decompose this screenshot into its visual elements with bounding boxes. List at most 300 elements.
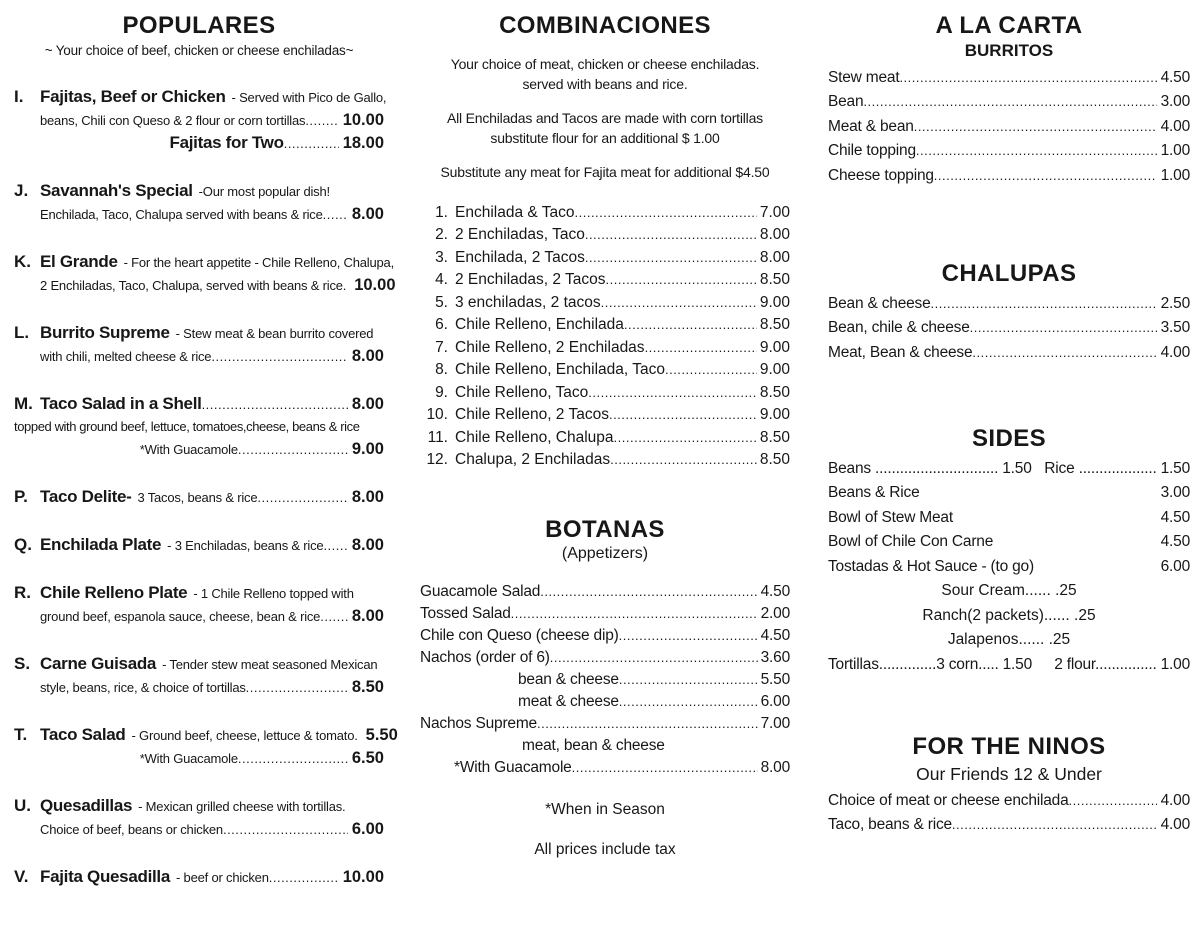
item-price: 1.00 — [1160, 655, 1190, 673]
combo-line — [420, 247, 790, 270]
menu-line — [420, 691, 790, 713]
combo-number: 12. — [426, 451, 448, 469]
alacarta-title: A LA CARTA — [935, 12, 1083, 39]
dot-leader — [585, 224, 757, 247]
menu-line — [420, 669, 790, 691]
dot-leader — [606, 269, 757, 292]
menu-line — [14, 747, 384, 770]
menu-item-s — [14, 653, 384, 699]
chalupas-title: CHALUPAS — [941, 260, 1077, 288]
menu-line — [420, 735, 790, 757]
combo-price: 9.00 — [759, 406, 790, 424]
combo-price: 8.50 — [759, 383, 790, 401]
combo-number: 5. — [435, 293, 448, 311]
item-description: - Served with Pico de Gallo, — [231, 89, 387, 105]
dot-leader — [223, 819, 348, 841]
botanas-subtitle: (Appetizers) — [561, 545, 649, 563]
column-combinaciones — [420, 0, 790, 936]
item-price: 1.50 — [1160, 459, 1190, 477]
item-name: Fajita Quesadilla — [40, 866, 171, 886]
menu-line — [14, 605, 384, 628]
combo-line — [420, 382, 790, 405]
item-letter: S. — [14, 653, 31, 673]
combo-price: 8.50 — [759, 428, 790, 446]
item-price: 8.00 — [351, 487, 384, 506]
dot-leader — [916, 139, 1157, 164]
combinaciones-intro-1 — [420, 54, 790, 94]
item-description: 2 Enchiladas, Taco, Chalupa, served with beans & rice. — [40, 277, 347, 293]
dot-leader — [305, 110, 338, 132]
dot-leader — [588, 382, 757, 405]
item-name: Chile topping — [828, 142, 916, 160]
menu-line — [828, 481, 1190, 506]
dot-leader — [284, 133, 339, 155]
item-name: Nachos (order of 6) — [420, 649, 550, 667]
item-letter: Q. — [14, 534, 32, 554]
item-price: 1.00 — [1160, 166, 1190, 184]
item-price: 1.00 — [1160, 142, 1190, 160]
item-price: 18.00 — [342, 133, 384, 152]
item-description: 3 Tacos, beans & rice — [137, 489, 258, 505]
dot-leader — [624, 314, 757, 337]
column-alacarta — [828, 0, 1190, 936]
item-description: - Stew meat & bean burrito covered — [175, 325, 374, 341]
item-price: 1.50 — [1002, 459, 1032, 477]
item-price: 1.50 — [1002, 655, 1033, 673]
item-name: Taco Delite- — [40, 486, 132, 506]
tax-note: All prices include tax — [534, 841, 676, 859]
combo-name: Chile Relleno, Enchilada, Taco — [455, 361, 665, 379]
item-price: 4.50 — [1160, 68, 1190, 86]
combo-number: 10. — [426, 406, 448, 424]
dot-leader — [619, 625, 758, 647]
combo-line — [420, 404, 790, 427]
item-price: 5.50 — [760, 671, 790, 689]
dot-leader — [931, 292, 1157, 317]
section-ninos — [828, 733, 1190, 838]
item-name: Beans .............................. — [828, 459, 999, 477]
menu-line — [828, 341, 1190, 366]
item-name: Bowl of Stew Meat — [828, 508, 953, 526]
combo-line — [420, 224, 790, 247]
combo-name: Chile Relleno, Taco — [455, 383, 589, 401]
dot-leader — [550, 647, 758, 669]
dot-leader — [619, 669, 758, 691]
menu-item-m — [14, 393, 384, 461]
item-price: 2.50 — [1160, 294, 1190, 312]
menu-item-i — [14, 86, 387, 155]
menu-line — [420, 647, 790, 669]
menu-line — [420, 713, 790, 735]
menu-line — [14, 393, 384, 416]
item-name: Beans & Rice — [828, 484, 920, 502]
dot-leader — [320, 606, 348, 628]
menu-line — [420, 625, 790, 647]
menu-line — [14, 653, 384, 676]
menu-item-j — [14, 180, 384, 226]
item-name: Bean, chile & cheese — [828, 319, 970, 337]
combo-number: 3. — [435, 248, 448, 266]
item-name: Quesadillas — [40, 795, 133, 815]
item-name: 2 flour............... — [1054, 655, 1157, 673]
item-letter: J. — [14, 180, 29, 200]
menu-line — [828, 789, 1190, 814]
section-burritos — [828, 12, 1190, 188]
combo-price: 8.50 — [759, 271, 790, 289]
item-price: 2.00 — [760, 605, 790, 623]
menu-line — [14, 795, 384, 818]
item-name: Choice of meat or cheese enchilada — [828, 791, 1069, 809]
menu-item-v — [14, 866, 384, 889]
item-letter: T. — [14, 724, 28, 744]
season-note: *When in Season — [545, 801, 665, 819]
item-name: Fajitas, Beef or Chicken — [40, 86, 226, 106]
item-price: 8.00 — [760, 759, 790, 777]
dot-leader — [609, 404, 757, 427]
item-name: Rice ................... — [1044, 459, 1157, 477]
item-price: 4.00 — [1160, 343, 1190, 361]
menu-line — [828, 115, 1190, 140]
menu-line — [14, 109, 384, 132]
item-name: *With Guacamole — [454, 759, 572, 777]
intro-line: All Enchiladas and Tacos are made with corn tortillas — [447, 109, 763, 126]
menu-line — [14, 345, 384, 368]
combo-line — [420, 359, 790, 382]
combinaciones-title: COMBINACIONES — [499, 12, 711, 39]
combo-price: 9.00 — [759, 293, 790, 311]
menu-line — [828, 66, 1190, 91]
item-name: Cheese topping — [828, 166, 934, 184]
item-price: 9.00 — [351, 439, 384, 458]
combo-name: 2 Enchiladas, 2 Tacos — [455, 271, 606, 289]
combo-number: 11. — [427, 428, 448, 446]
dot-leader — [610, 449, 757, 472]
combo-number: 4. — [435, 271, 448, 289]
combo-number: 8. — [435, 361, 448, 379]
menu-line — [828, 530, 1190, 555]
combo-number: 6. — [435, 316, 448, 334]
item-price: 5.50 — [365, 725, 398, 744]
combo-number: 2. — [435, 226, 448, 244]
combo-price: 8.00 — [759, 248, 790, 266]
item-name: Tossed Salad — [420, 605, 511, 623]
item-price: 4.00 — [1160, 816, 1190, 834]
item-price: 10.00 — [342, 110, 384, 129]
dot-leader — [323, 204, 348, 226]
item-description: - For the heart appetite - Chile Relleno, Chalupa, — [123, 254, 394, 270]
item-price: 4.50 — [1160, 533, 1190, 551]
item-name: Taco, beans & rice — [828, 816, 952, 834]
menu-line — [14, 724, 398, 747]
intro-line: Your choice of meat, chicken or cheese enchiladas. — [450, 55, 760, 72]
dot-leader — [914, 115, 1157, 140]
item-description: - Ground beef, cheese, lettuce & tomato. — [131, 727, 358, 743]
menu-line — [14, 322, 384, 345]
item-name: Taco Salad in a Shell — [40, 393, 202, 413]
item-description: style, beans, rice, & choice of tortillas — [40, 679, 246, 695]
menu-line — [14, 203, 384, 226]
burritos-subtitle: BURRITOS — [964, 40, 1054, 60]
menu-item-k — [14, 251, 396, 297]
menu-item-r — [14, 582, 384, 628]
menu-line-centered: Sour Cream...... .25 — [941, 582, 1077, 600]
item-name: Stew meat — [828, 68, 900, 86]
item-letter: R. — [14, 582, 31, 602]
item-name: Enchilada Plate — [40, 534, 162, 554]
item-description: topped with ground beef, lettuce, tomatoes,cheese, beans & rice — [14, 418, 360, 434]
intro-line: served with beans and rice. — [522, 75, 688, 92]
populares-title: POPULARES — [122, 12, 276, 39]
menu-line — [14, 180, 384, 203]
dot-leader — [863, 90, 1156, 115]
menu-line-beans-rice — [828, 457, 1190, 482]
item-description: - beef or chicken — [176, 869, 269, 885]
dot-leader — [619, 691, 758, 713]
item-name: meat & cheese — [518, 693, 619, 711]
item-price: 6.00 — [760, 693, 790, 711]
botanas-list — [420, 581, 790, 779]
dot-leader — [934, 164, 1157, 189]
dot-leader — [540, 581, 757, 603]
dot-leader — [238, 748, 348, 770]
item-letter: I. — [14, 86, 24, 106]
menu-line — [828, 139, 1190, 164]
item-price: 8.00 — [351, 606, 384, 625]
combo-name: Chile Relleno, 2 Tacos — [455, 406, 609, 424]
menu-line — [828, 316, 1190, 341]
item-price: 3.50 — [1160, 319, 1190, 337]
populares-subtitle: ~ Your choice of beef, chicken or cheese enchiladas~ — [44, 42, 354, 58]
dot-leader — [899, 66, 1156, 91]
dot-leader — [572, 757, 758, 779]
dot-leader — [511, 603, 758, 625]
combo-name: Chalupa, 2 Enchiladas — [455, 451, 611, 469]
item-price: 7.00 — [760, 715, 790, 733]
item-name: Fajitas for Two — [169, 132, 284, 152]
dot-leader — [972, 341, 1156, 366]
item-description: *With Guacamole — [139, 750, 238, 766]
item-description: Enchilada, Taco, Chalupa served with beans & rice — [40, 206, 323, 222]
menu-line-centered: Ranch(2 packets)...... .25 — [922, 606, 1096, 624]
item-name: Bean & cheese — [828, 294, 931, 312]
dot-leader — [645, 337, 757, 360]
item-price: 6.50 — [351, 748, 384, 767]
combo-line — [420, 449, 790, 472]
menu-line — [14, 132, 384, 155]
combo-name: Chile Relleno, Enchilada — [455, 316, 624, 334]
menu-line — [14, 438, 384, 461]
item-price: 6.00 — [351, 819, 384, 838]
menu-line — [828, 164, 1190, 189]
menu-item-t — [14, 724, 398, 770]
column-populares — [14, 0, 398, 936]
item-name: Guacamole Salad — [420, 583, 541, 601]
item-description: Choice of beef, beans or chicken — [40, 821, 223, 837]
combo-line — [420, 269, 790, 292]
section-sides — [828, 425, 1190, 677]
item-letter: K. — [14, 251, 31, 271]
combo-price: 9.00 — [759, 338, 790, 356]
dot-leader — [575, 202, 757, 225]
ninos-list — [828, 789, 1190, 838]
item-price: 3.00 — [1160, 93, 1190, 111]
dot-leader — [952, 813, 1157, 838]
menu-item-u — [14, 795, 384, 841]
chalupas-list — [828, 292, 1190, 366]
menu-line — [14, 582, 384, 605]
dot-leader — [665, 359, 757, 382]
combo-name: Enchilada, 2 Tacos — [455, 248, 585, 266]
botanas-title: BOTANAS — [545, 515, 665, 543]
menu-line — [14, 676, 384, 699]
item-name: Tortillas..............3 corn..... — [828, 655, 999, 673]
dot-leader — [970, 316, 1157, 341]
menu-item-p — [14, 486, 384, 509]
menu-line — [14, 274, 396, 297]
item-name: Burrito Supreme — [40, 322, 170, 342]
menu-line — [828, 90, 1190, 115]
ninos-subtitle: Our Friends 12 & Under — [916, 763, 1102, 784]
menu-line — [420, 757, 790, 779]
combinaciones-intro-3: Substitute any meat for Fajita meat for additional $4.50 — [440, 163, 770, 180]
item-price: 4.50 — [760, 583, 790, 601]
item-letter: L. — [14, 322, 30, 342]
combo-name: 3 enchiladas, 2 tacos — [455, 293, 601, 311]
item-description: - 3 Enchiladas, beans & rice — [167, 537, 324, 553]
item-letter: M. — [14, 393, 33, 413]
item-name: Meat & bean — [828, 117, 914, 135]
combo-price: 8.50 — [759, 316, 790, 334]
item-letter: P. — [14, 486, 28, 506]
menu-line — [14, 251, 394, 274]
item-price: 6.00 — [1160, 557, 1190, 575]
item-description: - 1 Chile Relleno topped with — [193, 585, 354, 601]
menu-line — [14, 866, 384, 889]
item-name: bean & cheese — [518, 671, 619, 689]
item-price: 8.00 — [351, 535, 384, 554]
item-name: Nachos Supreme — [420, 715, 537, 733]
dot-leader — [323, 535, 347, 557]
item-price: 4.50 — [1160, 508, 1190, 526]
menu-line — [14, 534, 384, 557]
menu-line — [420, 603, 790, 625]
combo-name: 2 Enchiladas, Taco — [455, 226, 585, 244]
menu-line — [14, 86, 387, 109]
item-description: *With Guacamole — [139, 441, 238, 457]
item-price: 4.00 — [1160, 791, 1190, 809]
combo-price: 8.50 — [759, 451, 790, 469]
sides-list — [828, 457, 1190, 678]
combos-list — [420, 202, 790, 472]
item-price: 8.00 — [351, 204, 384, 223]
menu-line — [420, 581, 790, 603]
dot-leader — [202, 394, 348, 416]
combo-number: 9. — [435, 383, 448, 401]
dot-leader — [257, 487, 348, 509]
dot-leader — [246, 677, 348, 699]
menu-item-l — [14, 322, 384, 368]
intro-line: substitute flour for an additional $ 1.00 — [490, 129, 720, 146]
sides-title: SIDES — [971, 425, 1047, 453]
combo-name: Chile Relleno, 2 Enchiladas — [455, 338, 645, 356]
menu-line — [14, 818, 384, 841]
menu-line — [828, 555, 1190, 580]
combo-line — [420, 292, 790, 315]
item-letter: V. — [14, 866, 29, 886]
menu-line — [828, 813, 1190, 838]
item-price: 8.00 — [351, 346, 384, 365]
menu-line — [828, 292, 1190, 317]
dot-leader — [1069, 789, 1157, 814]
dot-leader — [601, 292, 757, 315]
combo-number: 1. — [435, 203, 448, 221]
burritos-list — [828, 66, 1190, 189]
combinaciones-intro-2 — [420, 108, 790, 148]
item-name: Bean — [828, 93, 864, 111]
combo-line — [420, 427, 790, 450]
item-name: Chile con Queso (cheese dip) — [420, 627, 619, 645]
menu-item-q — [14, 534, 384, 557]
combo-number: 7. — [435, 338, 448, 356]
item-description: - Mexican grilled cheese with tortillas. — [138, 798, 346, 814]
item-name: Taco Salad — [40, 724, 126, 744]
item-price: 3.60 — [760, 649, 790, 667]
dot-leader — [614, 427, 757, 450]
combo-line — [420, 337, 790, 360]
combo-price: 9.00 — [759, 361, 790, 379]
combo-line — [420, 202, 790, 225]
dot-leader — [537, 713, 758, 735]
dot-leader — [269, 867, 339, 889]
combo-price: 8.00 — [759, 226, 790, 244]
item-price: 8.50 — [351, 677, 384, 696]
item-name: meat, bean & cheese — [522, 737, 665, 755]
item-name: Carne Guisada — [40, 653, 157, 673]
dot-leader — [211, 346, 348, 368]
menu-line-tortillas — [828, 653, 1190, 678]
item-description: with chili, melted cheese & rice — [40, 348, 212, 364]
item-price: 10.00 — [342, 867, 384, 886]
menu-line-centered: Jalapenos...... .25 — [947, 631, 1071, 649]
item-name: Bowl of Chile Con Carne — [828, 533, 994, 551]
dot-leader — [585, 247, 757, 270]
item-price: 8.00 — [351, 394, 384, 413]
item-price: 4.00 — [1160, 117, 1190, 135]
item-price: 3.00 — [1160, 484, 1190, 502]
menu-line — [828, 506, 1190, 531]
menu-line — [14, 486, 384, 509]
item-name: Meat, Bean & cheese — [828, 343, 973, 361]
item-description: ground beef, espanola sauce, cheese, bean & rice — [40, 608, 321, 624]
item-price: 10.00 — [354, 275, 396, 294]
ninos-title: FOR THE NINOS — [912, 733, 1106, 761]
item-price: 4.50 — [760, 627, 790, 645]
section-chalupas — [828, 260, 1190, 365]
item-description: -Our most popular dish! — [198, 183, 330, 199]
combo-name: Chile Relleno, Chalupa — [455, 428, 614, 446]
dot-leader — [238, 439, 348, 461]
item-name: El Grande — [40, 251, 118, 271]
combo-price: 7.00 — [759, 203, 790, 221]
item-name: Savannah's Special — [40, 180, 193, 200]
item-description: - Tender stew meat seasoned Mexican — [162, 656, 378, 672]
combo-name: Enchilada & Taco — [455, 203, 575, 221]
item-name: Tostadas & Hot Sauce - (to go) — [828, 557, 1034, 575]
combo-line — [420, 314, 790, 337]
item-description: beans, Chili con Queso & 2 flour or corn tortillas — [40, 112, 306, 128]
item-letter: U. — [14, 795, 31, 815]
item-name: Chile Relleno Plate — [40, 582, 188, 602]
